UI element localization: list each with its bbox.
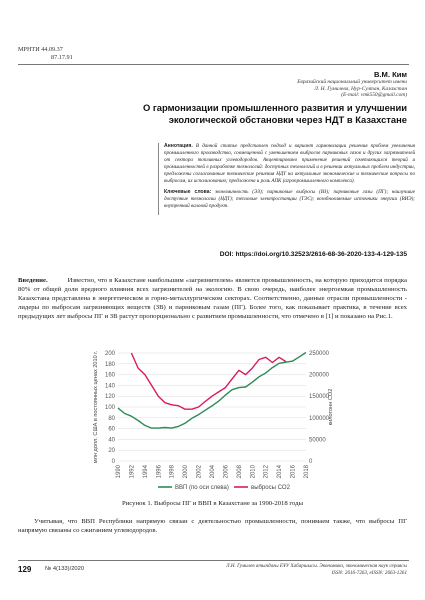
keywords-text: экономичность (ЭЗ); парниковые выбросы (ВЗ); парниковые газы (ПГ); наилучшие доступные технологии (НДТ); тепловые электростанции (ТЭС); возобновляемые источники энергии (ВИЭ); внутренний валовой продукт. <box>164 189 415 210</box>
keywords-label: Ключевые слова: <box>164 189 212 196</box>
x-tick-label: 2006 <box>223 465 230 479</box>
author-block <box>297 70 407 99</box>
doi-link[interactable]: DOI: https://doi.org/10.32523/2616-68-36-2020-133-4-129-135 <box>219 251 407 258</box>
x-tick-label: 1998 <box>169 465 176 479</box>
y-left-tick-label: 20 <box>108 448 115 455</box>
y-left-axis-label: млн долл. США в постоянных ценах 2010 г. <box>93 350 99 464</box>
x-tick-label: 2002 <box>196 465 203 479</box>
y-right-axis-label: килотонн CO2 <box>328 388 334 426</box>
y-right-tick-label: 200000 <box>309 372 330 379</box>
keywords-paragraph <box>164 189 415 210</box>
x-tick-label: 2010 <box>250 465 257 479</box>
journal-name: Л.Н. Гумилев атындағы ЕҰУ Хабаршысы. Экономика, экономическая наук сериясы <box>226 563 407 569</box>
y-right-tick-label: 150000 <box>309 394 330 401</box>
x-tick-label: 1994 <box>142 465 149 479</box>
x-tick-label: 1990 <box>116 465 122 479</box>
y-right-tick-label: 100000 <box>309 415 330 422</box>
issue-number: № 4(133)/2020 <box>45 566 85 572</box>
article-title-line-2: экологической обстановки через НДТ в Казахстане <box>168 113 407 125</box>
article-title-line-1: О гармонизации промышленного развития и улучшении <box>142 102 407 113</box>
abstract-text: В данной статье представлен подход и вариант гармонизации решения проблем увеличения промышленного производства, совмещенной с уменьшением выбросов парниковых газов и других загрязнителей от сектора топливных углеводородов. Акцентировано применение решений сочетающихся теорий и промышленностей в разработке технологий: доступных технологий и в решении актуальных проблем индустрии, предложены согласованные технические решения НДТ на актуальные экономические и технические вопросы по выбросам, их использованию; предложена и роль АПК (агропромышленного комплекса). <box>164 143 415 184</box>
page-number: 129 <box>18 565 32 574</box>
footer-rule <box>18 560 409 561</box>
abstract-label: Аннотация. <box>164 143 193 149</box>
author-affiliation-1: Евразийский национальный университет имени <box>297 79 407 85</box>
y-left-tick-label: 0 <box>111 459 115 465</box>
x-tick-label: 1996 <box>156 465 163 479</box>
body-paragraph-1 <box>18 276 407 321</box>
author-name: В.М. Ким <box>373 70 407 79</box>
article-title <box>137 102 407 125</box>
y-left-tick-label: 200 <box>104 351 115 357</box>
legend-label-1: ВВП (по оси слева) <box>175 485 229 491</box>
legend-label-2: выбросы CO2 <box>251 485 290 491</box>
y-left-tick-label: 100 <box>104 405 115 411</box>
x-tick-label: 2008 <box>236 465 243 479</box>
x-tick-label: 2000 <box>183 465 190 479</box>
gdp-emissions-chart <box>94 347 334 495</box>
author-affiliation-2: Л. Н. Гумилева, Нур-Султан, Казахстан <box>314 85 407 92</box>
x-tick-label: 2012 <box>263 465 270 479</box>
y-right-tick-label: 50000 <box>309 437 326 444</box>
y-left-tick-label: 140 <box>104 383 115 390</box>
header-rule <box>18 64 409 65</box>
x-tick-label: 2004 <box>210 465 216 479</box>
y-left-tick-label: 80 <box>108 415 115 422</box>
y-left-tick-label: 60 <box>108 426 115 433</box>
x-tick-label: 1992 <box>129 465 136 479</box>
y-left-tick-label: 160 <box>104 372 115 379</box>
y-left-tick-label: 180 <box>104 361 115 368</box>
series-line-2 <box>131 353 286 409</box>
body-paragraph-2: Учитывая, что ВВП Республики напрямую связан с деятельностью промышленности, понимаем также, что выбросы ПГ напрямую связаны со сжиганием углеводородов. <box>18 518 407 535</box>
journal-info <box>226 563 407 577</box>
udk-line-1: МРНТИ 44.09.37 <box>18 46 63 53</box>
y-left-tick-label: 120 <box>104 394 115 401</box>
figure-caption: Рисунок 1. Выбросы ПГ и ВВП в Казахстане за 1990-2018 годы <box>121 500 304 507</box>
udk-block <box>18 46 73 62</box>
intro-text: Известно, что в Казахстане наибольшим «загрязнителем» является промышленность, на которую приходится порядка 80% от общей доли вредного влияния всех загрязнителей на экологию. В свою очередь, наиболее энергоемкая промышленность Казахстана представлена в энергетическом и горно-металлургическом секторах. Соответственно, данные отрасли промышленности - лидеры по выбросам загрязняющих веществ (ЗВ) и парниковым газам (ПГ). Более того, как показывает практика, в течение всех предыдущих лет выбросы ПГ и ЗВ растут пропорционально с развитием промышленности, что отмечено в [1] и показано на Рис.1. <box>18 277 408 321</box>
author-email: (E-mail: vmk550@gmail.com) <box>341 92 407 99</box>
abstract-paragraph <box>164 143 415 184</box>
y-left-tick-label: 40 <box>108 437 115 444</box>
udk-line-2: 87.17.91 <box>51 54 73 61</box>
y-right-tick-label: 250000 <box>309 351 330 357</box>
x-tick-label: 2014 <box>277 465 284 479</box>
y-right-tick-label: 0 <box>309 459 313 465</box>
x-tick-label: 2016 <box>290 465 297 479</box>
abstract-block <box>158 143 415 215</box>
x-tick-label: 2018 <box>304 465 310 479</box>
journal-issn: ISSN: 2616-7263, eISSN: 2663-1261 <box>331 570 407 576</box>
intro-label: Введение. <box>18 277 48 284</box>
